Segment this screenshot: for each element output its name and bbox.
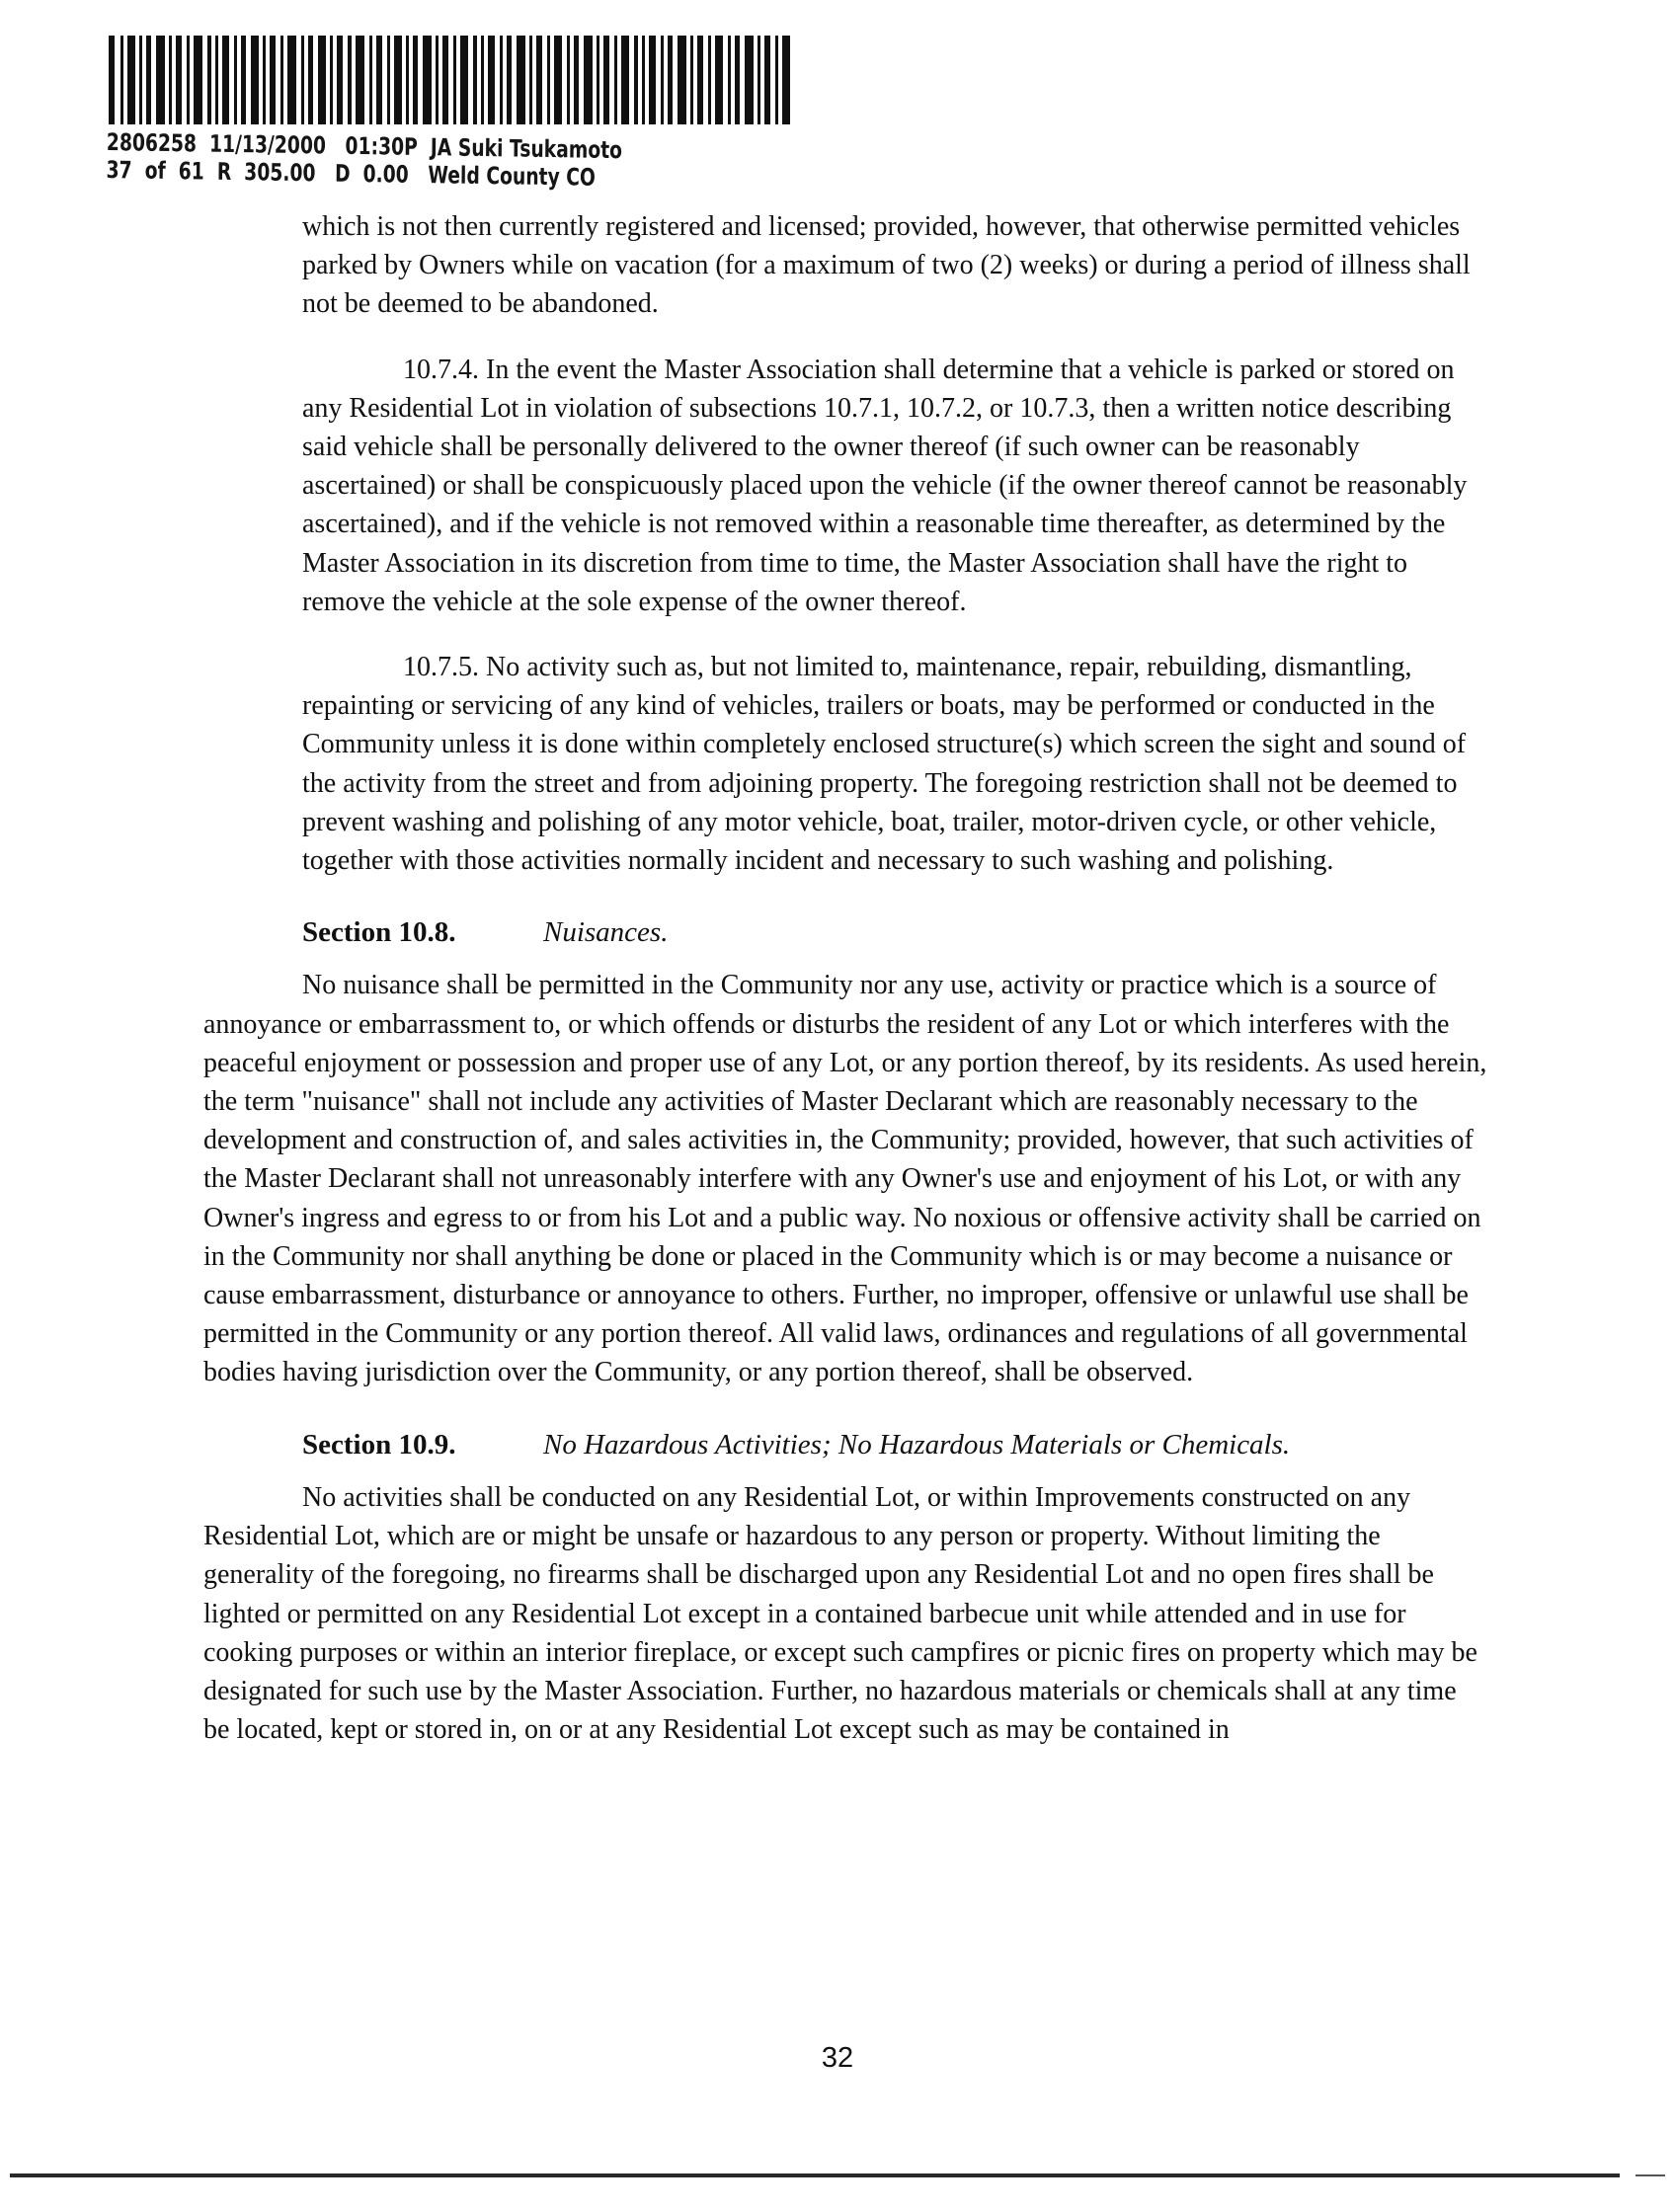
recording-stamp-line-2: 37 of 61 R 305.00 D 0.00 Weld County CO (106, 155, 597, 192)
section-10-9-title: No Hazardous Activities; No Hazardous Materials or Chemicals. (543, 1428, 1291, 1461)
section-10-8-body: No nuisance shall be permitted in the Community nor any use, activity or practice which is a source of annoyance or embarrassment to, or which offends or disturbs the resident of any Lot or which interferes with the peaceful enjoyment or possession and proper use of any Lot, or any portion thereof, by its residents. As used herein, the term "nuisance" shall not include any activities of Master Declarant which are reasonably necessary to the development and construction of, and sales activities in, the Community; provided, however, that such activities of the Master Declarant shall not unreasonably interfere with any Owner's use and enjoyment of his Lot, or with any Owner's ingress and egress to or from his Lot and a public way. No noxious or offensive activity shall be carried on in the Community nor shall anything be done or placed in the Community which is or may become a nuisance or cause embarrassment, disturbance or annoyance to others. Further, no improper, offensive or unlawful use shall be permitted in the Community or any portion thereof. All valid laws, ordinances and regulations of all governmental bodies having jurisdiction over the Community, or any portion thereof, shall be observed. (203, 970, 1487, 1388)
paragraph-continuation: which is not then currently registered and licensed; provided, however, that otherwise permitted vehicles parked by Owners while on vacation (for a maximum of two (2) weeks) or during a period of illness shall not be deemed to be abandoned. (302, 211, 1471, 320)
page-number: 32 (821, 2042, 854, 2074)
section-10-9-body: No activities shall be conducted on any Residential Lot, or within Improvements constructed on any Residential Lot, which are or might be unsafe or hazardous to any person or property. Without limiting the generality of the foregoing, no firearms shall be discharged upon any Residential Lot and no open fires shall be lighted or permitted on any Residential Lot except in a contained barbecue unit while attended and in use for cooking purposes or within an interior fireplace, or except such campfires or picnic fires on property which may be designated for such use by the Master Association. Further, no hazardous materials or chemicals shall at any time be located, kept or stored in, on or at any Residential Lot except such as may be contained in (203, 1481, 1477, 1746)
section-10-8-title: Nuisances. (543, 916, 669, 949)
recording-stamp (106, 128, 622, 192)
section-10-9-heading (302, 1426, 1487, 1464)
bottom-rule (10, 2173, 1620, 2177)
barcode (109, 36, 790, 130)
section-10-8-number: Section 10.8. (302, 916, 456, 949)
bottom-rule-tick (1635, 2174, 1665, 2176)
section-10-8-heading (302, 913, 1487, 952)
document-body (203, 207, 1487, 1749)
recording-stamp-line-1: 2806258 11/13/2000 01:30P JA Suki Tsukamoto (106, 128, 623, 165)
section-10-9-number: Section 10.9. (302, 1428, 456, 1461)
paragraph-10-7-5: 10.7.5. No activity such as, but not limited to, maintenance, repair, rebuilding, dismantling, repainting or servicing of any kind of vehicles, trailers or boats, may be performed or conducted in the Community unless it is done within completely enclosed structure(s) which screen the sight and sound of the activity from the street and from adjoining property. The foregoing restriction shall not be deemed to prevent washing and polishing of any motor vehicle, boat, trailer, motor-driven cycle, or other vehicle, together with those activities normally incident and necessary to such washing and polishing. (302, 652, 1467, 877)
paragraph-10-7-4: 10.7.4. In the event the Master Association shall determine that a vehicle is parked or stored on any Residential Lot in violation of subsections 10.7.1, 10.7.2, or 10.7.3, then a written notice describing said vehicle shall be personally delivered to the owner thereof (if such owner can be reasonably ascertained) or shall be conspicuously placed upon the vehicle (if the owner thereof cannot be reasonably ascertained), and if the vehicle is not removed within a reasonable time thereafter, as determined by the Master Association in its discretion from time to time, the Master Association shall have the right to remove the vehicle at the sole expense of the owner thereof. (302, 354, 1468, 617)
